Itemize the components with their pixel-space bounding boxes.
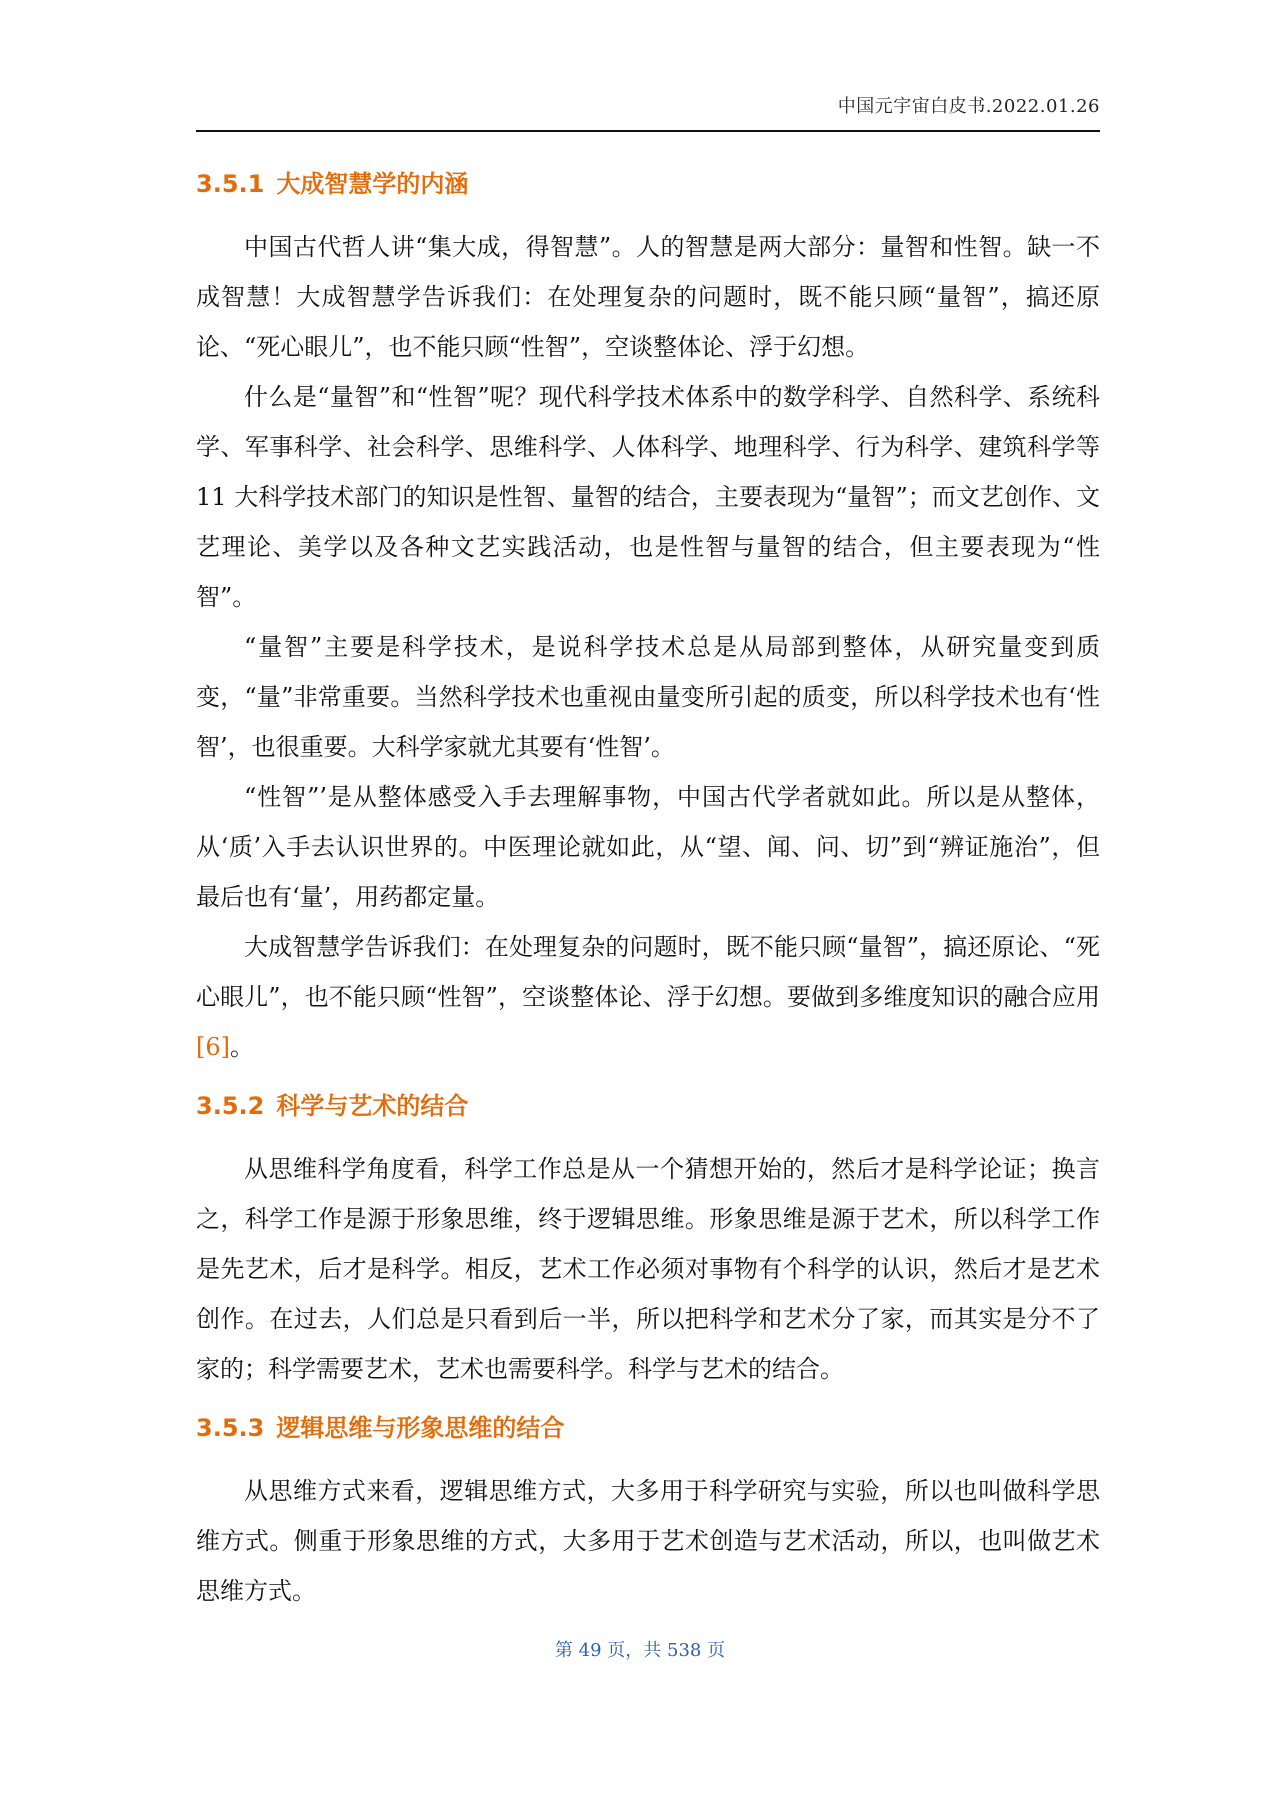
- section-heading-3-5-2: [196, 1086, 1100, 1126]
- document-body: [196, 150, 1100, 1616]
- section-number: 3.5.2: [196, 1092, 265, 1120]
- section-number: 3.5.1: [196, 170, 265, 198]
- section-heading-3-5-1: [196, 164, 1100, 204]
- paragraph-text: 大成智慧学告诉我们：在处理复杂的问题时，既不能只顾“量智”，搞还原论、“死心眼儿”，也不能只顾“性智”，空谈整体论、浮于幻想。要做到多维度知识的融合应用: [196, 933, 1100, 1011]
- section-heading-3-5-3: [196, 1408, 1100, 1448]
- section-title: 科学与艺术的结合: [276, 1092, 469, 1120]
- paragraph: “性智”’是从整体感受入手去理解事物，中国古代学者就如此。所以是从整体，从‘质’入手去认识世界的。中医理论就如此，从“望、闻、问、切”到“辨证施治”，但最后也有‘量’，用药都定量。: [196, 783, 1100, 911]
- paragraph: “量智”主要是科学技术，是说科学技术总是从局部到整体，从研究量变到质变，“量”非常重要。当然科学技术也重视由量变所引起的质变，所以科学技术也有‘性智’，也很重要。大科学家就尤其要有‘性智’。: [196, 633, 1100, 761]
- section-number: 3.5.3: [196, 1414, 265, 1442]
- paragraph: 从思维科学角度看，科学工作总是从一个猜想开始的，然后才是科学论证；换言之，科学工作是源于形象思维，终于逻辑思维。形象思维是源于艺术，所以科学工作是先艺术，后才是科学。相反，艺术工作必须对事物有个科学的认识，然后才是艺术创作。在过去，人们总是只看到后一半，所以把科学和艺术分了家，而其实是分不了家的；科学需要艺术，艺术也需要科学。科学与艺术的结合。: [196, 1155, 1100, 1383]
- paragraph: 什么是“量智”和“性智”呢？现代科学技术体系中的数学科学、自然科学、系统科学、军事科学、社会科学、思维科学、人体科学、地理科学、行为科学、建筑科学等 11 大科学技术部门的知识是性智、量智的结合，主要表现为“量智”；而文艺创作、文艺理论、美学以及各种文艺实践活动，也是性智与量智的结合，但主要表现为“性智”。: [196, 383, 1100, 611]
- paragraph: 中国古代哲人讲“集大成，得智慧”。人的智慧是两大部分：量智和性智。缺一不成智慧！大成智慧学告诉我们：在处理复杂的问题时，既不能只顾“量智”，搞还原论、“死心眼儿”，也不能只顾“性智”，空谈整体论、浮于幻想。: [196, 233, 1100, 361]
- page-header: [196, 88, 1100, 132]
- section-title: 大成智慧学的内涵: [276, 170, 469, 198]
- header-title: 中国元宇宙白皮书.2022.01.26: [837, 96, 1100, 117]
- paragraph: 从思维方式来看，逻辑思维方式，大多用于科学研究与实验，所以也叫做科学思维方式。侧重于形象思维的方式，大多用于艺术创造与艺术活动，所以，也叫做艺术思维方式。: [196, 1477, 1100, 1605]
- page-number-footer: 第 49 页，共 538 页: [554, 1640, 726, 1661]
- section-title: 逻辑思维与形象思维的结合: [276, 1414, 565, 1442]
- citation-link[interactable]: [6]: [196, 1033, 230, 1061]
- paragraph-tail: 。: [230, 1033, 254, 1061]
- paragraph: [196, 922, 1100, 1072]
